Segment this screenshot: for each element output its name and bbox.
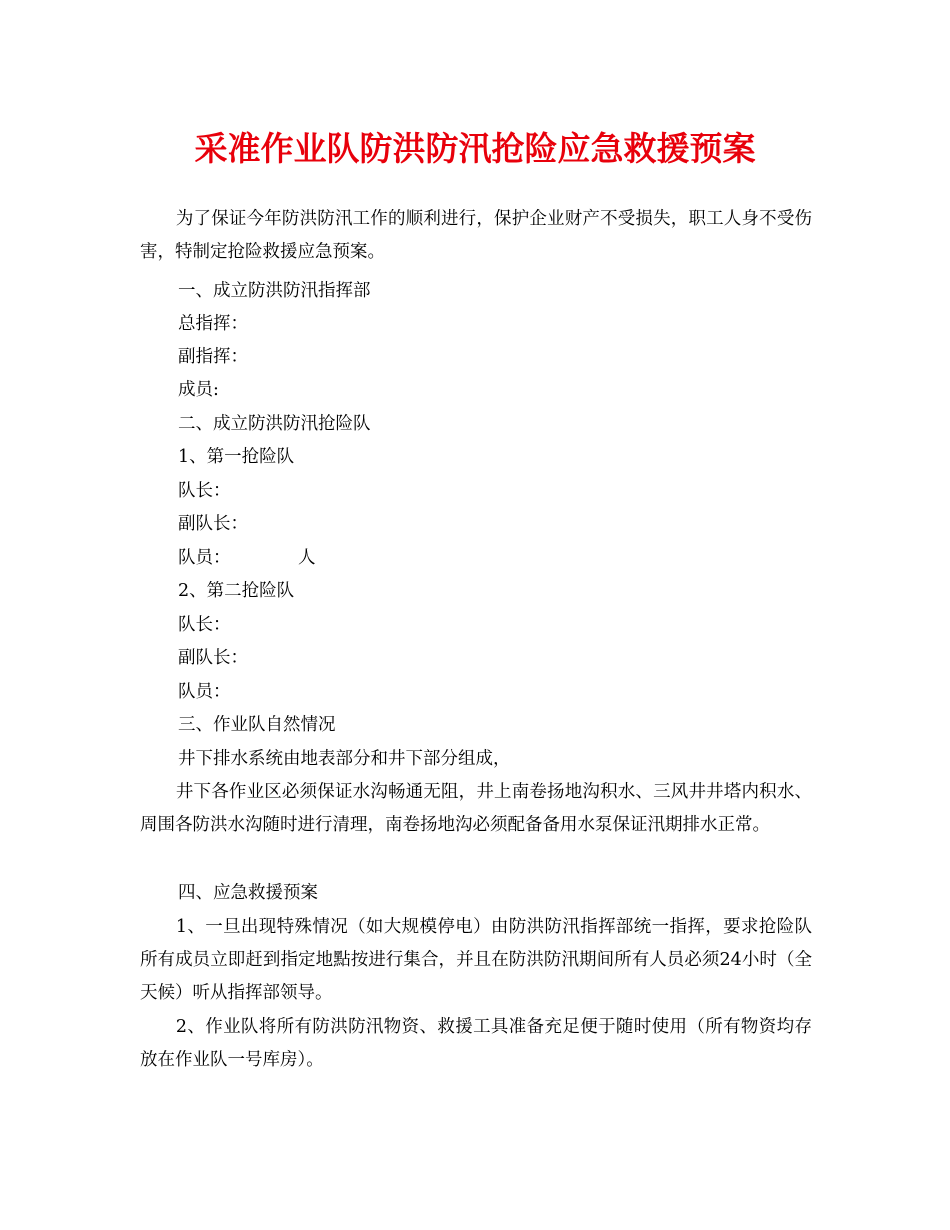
section4-item1: 1、一旦出现特殊情况（如大规模停电）由防洪防汛指挥部统一指挥，要求抢险队所有成员立即赶到指定地點按进行集合，并且在防洪防汛期间所有人员必须24小时（全天候）听从指挥部领导。 (140, 917, 812, 1003)
team2-leader-label: 队长： (178, 615, 231, 635)
section2-heading: 二、成立防洪防汛抢险队 (178, 414, 371, 434)
team2-members-label: 队员： (178, 682, 231, 702)
section4-heading: 四、应急救援预案 (178, 883, 318, 903)
team2-deputy-leader-label: 副队长： (178, 648, 248, 668)
commander-label: 总指挥： (178, 314, 248, 334)
team1-heading: 1、第一抢险队 (178, 447, 295, 467)
team1-deputy-leader-label: 副队长： (178, 514, 248, 534)
deputy-commander-label: 副指挥： (178, 347, 248, 367)
team1-members-unit: 人 (298, 548, 316, 568)
section1-heading: 一、成立防洪防汛指挥部 (178, 281, 371, 301)
section4-item2: 2、作业队将所有防洪防汛物资、救援工具准备充足便于随时使用（所有物资均存放在作业队一号库房）。 (140, 1017, 812, 1070)
section3-heading: 三、作业队自然情况 (178, 715, 336, 735)
team1-members-label: 队员： (178, 548, 231, 568)
team2-heading: 2、第二抢险队 (178, 581, 295, 601)
members-label: 成员: (178, 380, 219, 400)
intro-paragraph: 为了保证今年防洪防汛工作的顺利进行，保护企业财产不受损失，职工人身不受伤害，特制定抢险救援应急预案。 (140, 209, 812, 262)
page-title: 采准作业队防洪防汛抢险应急救援预案 (194, 129, 756, 168)
team1-leader-label: 队长： (178, 481, 231, 501)
section3-paragraph: 井下各作业区必须保证水沟畅通无阻，井上南卷扬地沟积水、三风井井塔内积水、周围各防洪水沟随时进行清理，南卷扬地沟必须配备备用水泵保证汛期排水正常。 (140, 782, 812, 835)
section3-line1: 井下排水系统由地表部分和井下部分组成， (178, 749, 511, 769)
